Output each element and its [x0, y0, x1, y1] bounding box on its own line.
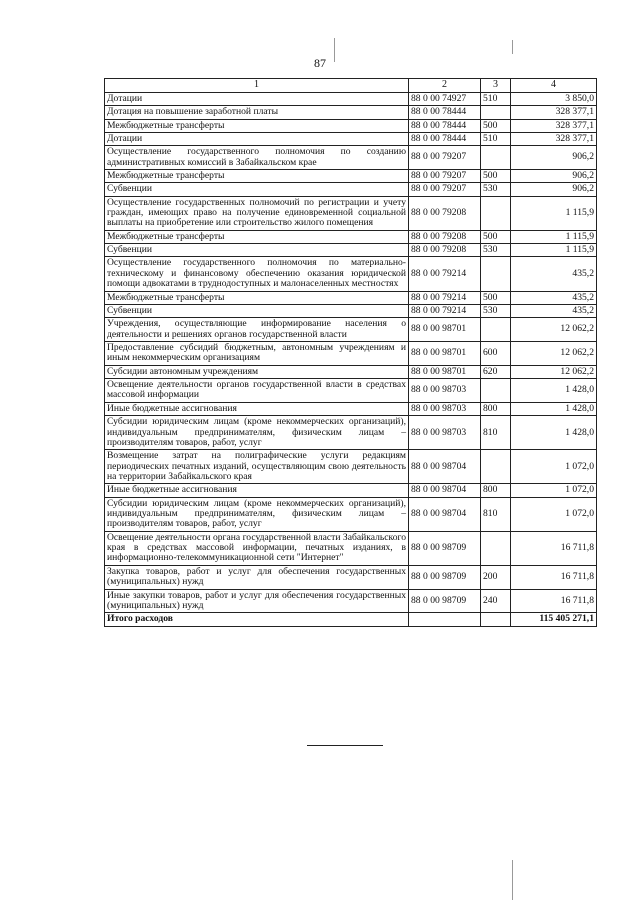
row-code: 88 0 00 78444	[409, 106, 481, 119]
footer-separator-line	[307, 745, 383, 746]
row-code: 88 0 00 98704	[409, 484, 481, 497]
row-sum: 1 072,0	[511, 450, 597, 484]
scan-mark-top	[334, 38, 335, 62]
row-name: Субвенции	[105, 183, 409, 196]
table-row	[105, 92, 597, 105]
row-type: 510	[481, 92, 511, 105]
row-type	[481, 106, 511, 119]
row-name: Осуществление государственных полномочий по регистрации и учету граждан, имеющих право на получение единовременной социальной выплаты на приобретение или строительство жилого помещения	[105, 196, 409, 230]
row-code: 88 0 00 98709	[409, 565, 481, 589]
table-row	[105, 196, 597, 230]
row-type	[481, 196, 511, 230]
row-name: Иные бюджетные ассигнования	[105, 484, 409, 497]
row-name: Субсидии автономным учреждениям	[105, 365, 409, 378]
header-col-4: 4	[511, 79, 597, 93]
row-type: 810	[481, 416, 511, 450]
row-sum: 12 062,2	[511, 318, 597, 342]
row-code: 88 0 00 79214	[409, 257, 481, 291]
row-type: 200	[481, 565, 511, 589]
row-name: Субсидии юридическим лицам (кроме некоммерческих организаций), индивидуальным предпринимателям, физическим лицам – производителям товаров, работ, услуг	[105, 497, 409, 531]
row-type: 500	[481, 169, 511, 182]
row-sum: 1 115,9	[511, 244, 597, 257]
row-code: 88 0 00 74927	[409, 92, 481, 105]
row-type: 530	[481, 304, 511, 317]
row-type: 510	[481, 132, 511, 145]
header-col-1: 1	[105, 79, 409, 93]
row-code: 88 0 00 98704	[409, 450, 481, 484]
row-sum: 1 428,0	[511, 379, 597, 403]
row-code: 88 0 00 98701	[409, 365, 481, 378]
row-type: 600	[481, 341, 511, 365]
table-row	[105, 341, 597, 365]
row-type: 530	[481, 244, 511, 257]
row-sum: 1 072,0	[511, 497, 597, 531]
row-name: Осуществление государственного полномочия по материально-техническому и финансовому обеспечению оказания юридической помощи адвокатами в труднодоступных и малонаселенных местностях	[105, 257, 409, 291]
total-name: Итого расходов	[105, 613, 409, 626]
header-col-2: 2	[409, 79, 481, 93]
table-row	[105, 365, 597, 378]
row-sum: 16 711,8	[511, 565, 597, 589]
row-code: 88 0 00 79214	[409, 291, 481, 304]
row-code: 88 0 00 79208	[409, 244, 481, 257]
row-sum: 12 062,2	[511, 365, 597, 378]
table-row	[105, 484, 597, 497]
row-sum: 1 072,0	[511, 484, 597, 497]
row-sum: 3 850,0	[511, 92, 597, 105]
table-row	[105, 244, 597, 257]
row-type: 800	[481, 402, 511, 415]
scan-mark-right	[512, 40, 513, 54]
row-sum: 328 377,1	[511, 106, 597, 119]
row-name: Осуществление государственного полномочия по созданию административных комиссий в Забайкальском крае	[105, 146, 409, 170]
row-name: Возмещение затрат на полиграфические услуги редакциям периодических печатных изданий, осуществляющим свою деятельность на территории Забайкальского края	[105, 450, 409, 484]
row-type	[481, 379, 511, 403]
row-name: Межбюджетные трансферты	[105, 291, 409, 304]
row-name: Закупка товаров, работ и услуг для обеспечения государственных (муниципальных) нужд	[105, 565, 409, 589]
row-type: 530	[481, 183, 511, 196]
row-type	[481, 257, 511, 291]
table-row	[105, 531, 597, 565]
row-type: 240	[481, 589, 511, 613]
table-header-row	[105, 79, 597, 93]
row-name: Предоставление субсидий бюджетным, автономным учреждениям и иным некоммерческим организациям	[105, 341, 409, 365]
row-name: Субвенции	[105, 244, 409, 257]
row-type	[481, 450, 511, 484]
table-row	[105, 291, 597, 304]
row-code: 88 0 00 98701	[409, 341, 481, 365]
row-code: 88 0 00 78444	[409, 132, 481, 145]
table-row	[105, 589, 597, 613]
row-code: 88 0 00 98704	[409, 497, 481, 531]
total-type	[481, 613, 511, 626]
row-code: 88 0 00 98709	[409, 589, 481, 613]
row-type: 500	[481, 230, 511, 243]
row-name: Межбюджетные трансферты	[105, 169, 409, 182]
row-name: Межбюджетные трансферты	[105, 230, 409, 243]
table-row	[105, 416, 597, 450]
row-code: 88 0 00 79208	[409, 230, 481, 243]
row-name: Дотации	[105, 132, 409, 145]
row-code: 88 0 00 79207	[409, 146, 481, 170]
row-sum: 435,2	[511, 291, 597, 304]
row-name: Иные закупки товаров, работ и услуг для обеспечения государственных (муниципальных) нужд	[105, 589, 409, 613]
table-row	[105, 257, 597, 291]
row-code: 88 0 00 79208	[409, 196, 481, 230]
row-sum: 906,2	[511, 183, 597, 196]
table-row	[105, 106, 597, 119]
row-name: Межбюджетные трансферты	[105, 119, 409, 132]
row-code: 88 0 00 78444	[409, 119, 481, 132]
row-sum: 906,2	[511, 169, 597, 182]
table-row	[105, 565, 597, 589]
table-row	[105, 169, 597, 182]
page-number: 87	[314, 56, 326, 70]
row-code: 88 0 00 79207	[409, 183, 481, 196]
row-name: Субвенции	[105, 304, 409, 317]
row-sum: 1 428,0	[511, 416, 597, 450]
table-row	[105, 402, 597, 415]
row-code: 88 0 00 98703	[409, 402, 481, 415]
row-name: Дотация на повышение заработной платы	[105, 106, 409, 119]
row-name: Освещение деятельности органа государственной власти Забайкальского края в средствах массовой информации, печатных изданиях, в информационно-телекоммуникационной сети "Интернет"	[105, 531, 409, 565]
row-code: 88 0 00 98709	[409, 531, 481, 565]
row-name: Дотации	[105, 92, 409, 105]
row-sum: 1 428,0	[511, 402, 597, 415]
scan-mark-bottom	[512, 860, 513, 900]
table-row	[105, 318, 597, 342]
row-code: 88 0 00 98701	[409, 318, 481, 342]
table-row	[105, 379, 597, 403]
row-type: 620	[481, 365, 511, 378]
table-row	[105, 230, 597, 243]
row-code: 88 0 00 79207	[409, 169, 481, 182]
row-type	[481, 318, 511, 342]
row-sum: 435,2	[511, 257, 597, 291]
total-code	[409, 613, 481, 626]
total-sum: 115 405 271,1	[511, 613, 597, 626]
row-name: Субсидии юридическим лицам (кроме некоммерческих организаций), индивидуальным предпринимателям, физическим лицам – производителям товаров, работ, услуг	[105, 416, 409, 450]
table-row	[105, 183, 597, 196]
row-type: 500	[481, 119, 511, 132]
row-code: 88 0 00 98703	[409, 416, 481, 450]
row-sum: 16 711,8	[511, 589, 597, 613]
row-sum: 328 377,1	[511, 132, 597, 145]
row-code: 88 0 00 98703	[409, 379, 481, 403]
table-row	[105, 119, 597, 132]
row-name: Иные бюджетные ассигнования	[105, 402, 409, 415]
row-sum: 1 115,9	[511, 196, 597, 230]
row-name: Освещение деятельности органов государственной власти в средствах массовой информации	[105, 379, 409, 403]
table-row	[105, 450, 597, 484]
header-col-3: 3	[481, 79, 511, 93]
row-sum: 12 062,2	[511, 341, 597, 365]
row-type: 810	[481, 497, 511, 531]
row-sum: 906,2	[511, 146, 597, 170]
table-row	[105, 146, 597, 170]
row-name: Учреждения, осуществляющие информирование населения о деятельности и решениях органов государственной власти	[105, 318, 409, 342]
budget-table	[104, 78, 597, 627]
row-type: 500	[481, 291, 511, 304]
row-sum: 16 711,8	[511, 531, 597, 565]
total-row	[105, 613, 597, 626]
row-sum: 435,2	[511, 304, 597, 317]
table-row	[105, 304, 597, 317]
table-row	[105, 497, 597, 531]
row-type	[481, 531, 511, 565]
row-type	[481, 146, 511, 170]
row-sum: 328 377,1	[511, 119, 597, 132]
row-type: 800	[481, 484, 511, 497]
row-sum: 1 115,9	[511, 230, 597, 243]
row-code: 88 0 00 79214	[409, 304, 481, 317]
table-row	[105, 132, 597, 145]
